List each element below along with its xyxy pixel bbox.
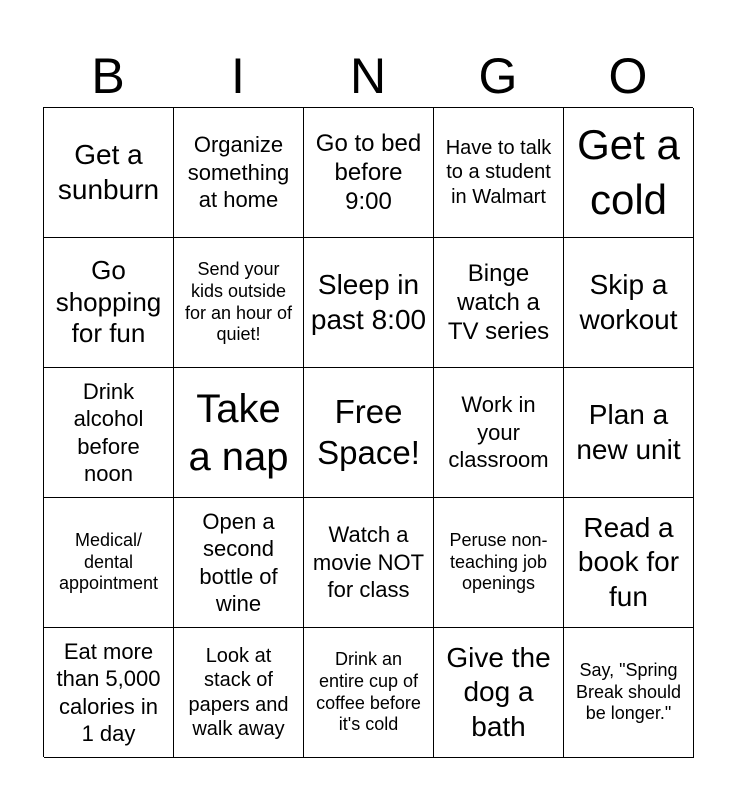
bingo-cell[interactable]: Medical/ dental appointment (44, 498, 174, 628)
bingo-cell[interactable]: Have to talk to a student in Walmart (434, 108, 564, 238)
bingo-cell[interactable]: Go to bed before 9:00 (304, 108, 434, 238)
header-letter-n: N (349, 48, 387, 104)
bingo-cell[interactable]: Go shopping for fun (44, 238, 174, 368)
header-letter-o: O (608, 48, 648, 104)
bingo-header (43, 48, 693, 104)
bingo-cell[interactable]: Open a second bottle of wine (174, 498, 304, 628)
header-letter-i: I (231, 48, 245, 104)
bingo-cell[interactable]: Say, "Spring Break should be longer." (564, 628, 694, 758)
free-space-cell[interactable]: Free Space! (304, 368, 434, 498)
bingo-cell[interactable]: Eat more than 5,000 calories in 1 day (44, 628, 174, 758)
header-letter-b: B (91, 48, 125, 104)
bingo-cell[interactable]: Drink an entire cup of coffee before it's cold (304, 628, 434, 758)
header-letter-g: G (478, 48, 518, 104)
bingo-cell[interactable]: Look at stack of papers and walk away (174, 628, 304, 758)
bingo-cell[interactable]: Give the dog a bath (434, 628, 564, 758)
bingo-cell[interactable]: Get a cold (564, 108, 694, 238)
bingo-cell[interactable]: Peruse non-teaching job openings (434, 498, 564, 628)
bingo-cell[interactable]: Get a sunburn (44, 108, 174, 238)
bingo-cell[interactable]: Send your kids outside for an hour of quiet! (174, 238, 304, 368)
bingo-grid (43, 107, 693, 757)
bingo-cell[interactable]: Watch a movie NOT for class (304, 498, 434, 628)
bingo-cell[interactable]: Take a nap (174, 368, 304, 498)
bingo-cell[interactable]: Drink alcohol before noon (44, 368, 174, 498)
bingo-cell[interactable]: Binge watch a TV series (434, 238, 564, 368)
bingo-cell[interactable]: Skip a workout (564, 238, 694, 368)
bingo-cell[interactable]: Sleep in past 8:00 (304, 238, 434, 368)
bingo-cell[interactable]: Read a book for fun (564, 498, 694, 628)
bingo-cell[interactable]: Plan a new unit (564, 368, 694, 498)
bingo-cell[interactable]: Work in your classroom (434, 368, 564, 498)
bingo-cell[interactable]: Organize something at home (174, 108, 304, 238)
